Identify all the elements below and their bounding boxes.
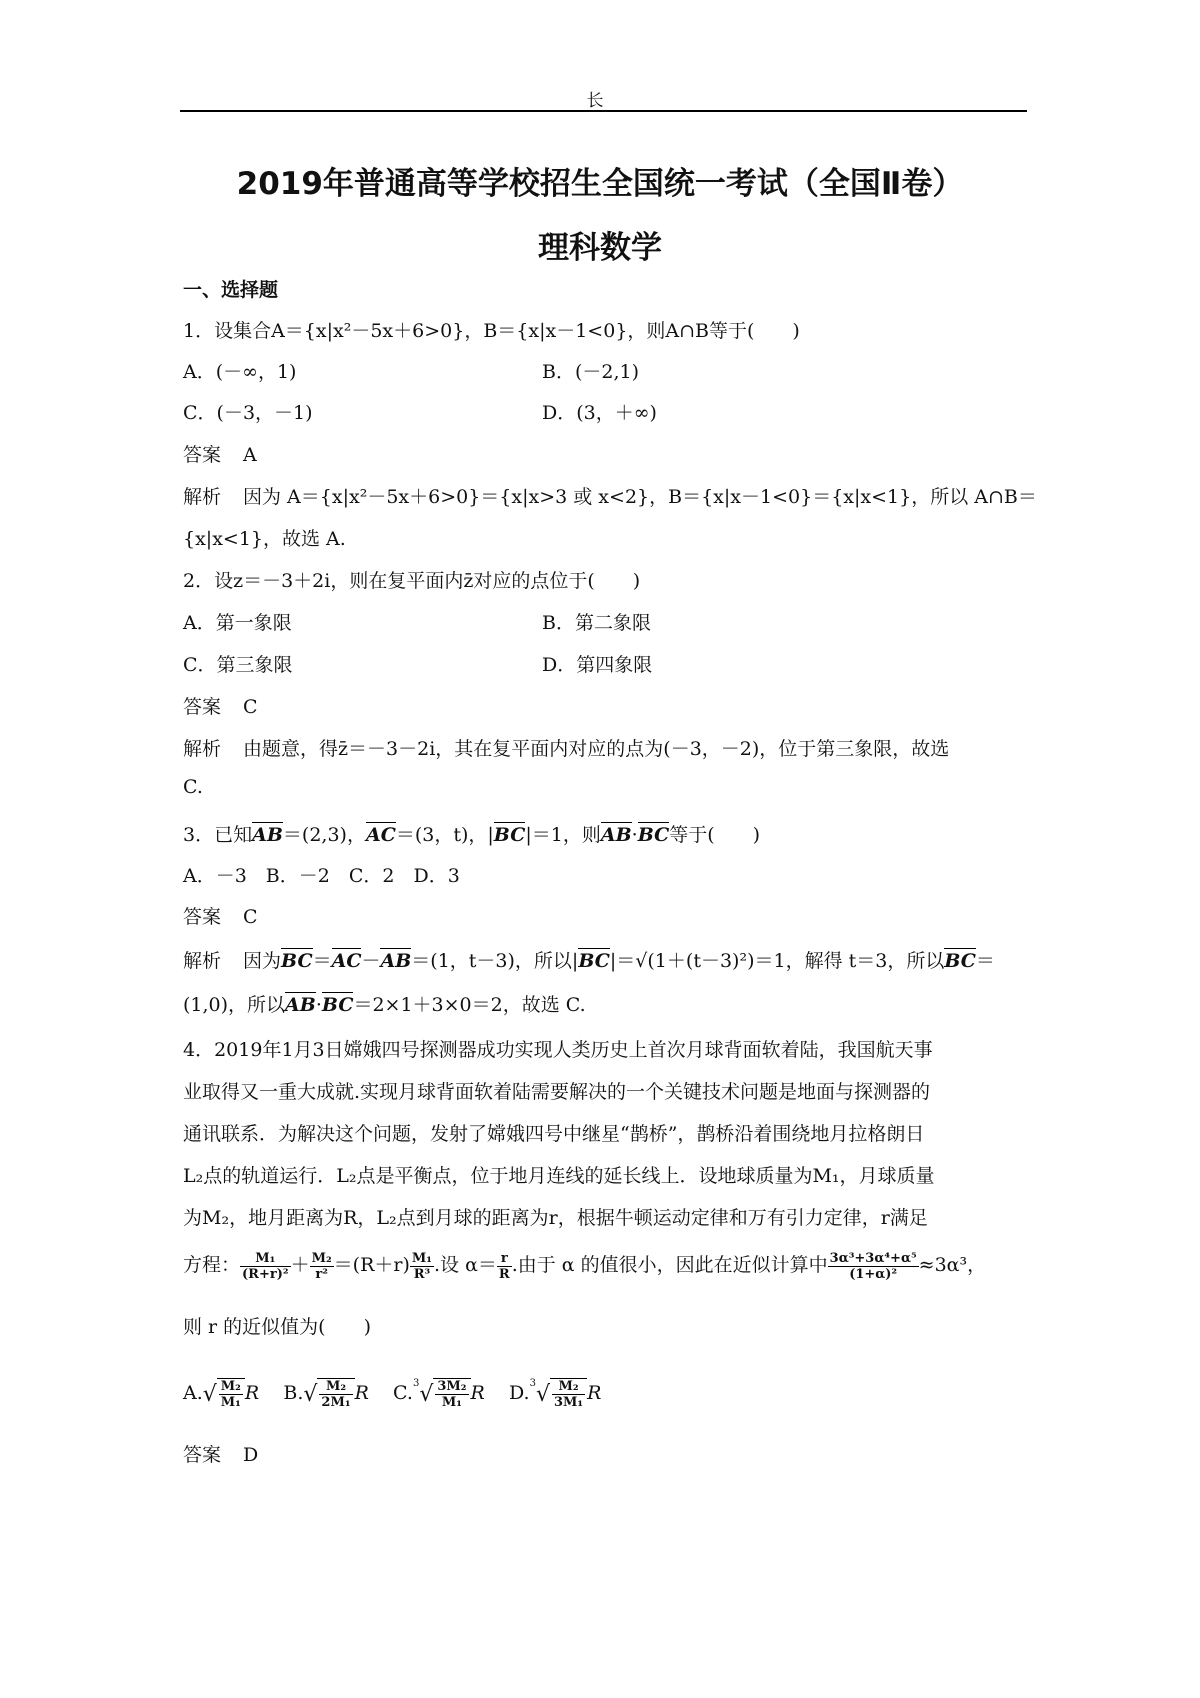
eq-mid: ＝(R＋r)	[333, 1254, 410, 1276]
vector-ab: AB	[252, 824, 283, 846]
exam-subtitle: 理科数学	[538, 230, 662, 266]
numerator: M₂	[319, 1379, 352, 1395]
vector-bc: BC	[321, 994, 354, 1016]
q3-analysis	[183, 946, 995, 973]
sqrt-icon: √	[303, 1381, 318, 1407]
q1-analysis-cont: {x|x<1}，故选 A.	[183, 528, 346, 550]
running-header: 长	[586, 91, 604, 111]
vector-ab: AB	[285, 994, 316, 1016]
exam-title: 2019年普通高等学校招生全国统一考试（全国Ⅱ卷）	[236, 166, 964, 202]
option-c-label: C.	[393, 1382, 413, 1404]
numerator: 3M₂	[437, 1379, 467, 1394]
numerator: M₂	[220, 1379, 241, 1394]
radicand	[433, 1378, 470, 1410]
option-a-label: A.	[183, 1382, 203, 1404]
var-r: R	[587, 1382, 602, 1404]
q4-line: 通讯联系．为解决这个问题，发射了嫦娥四号中继星“鹊桥”，鹊桥沿着围绕地月拉格朗日	[183, 1123, 925, 1145]
var-r: R	[354, 1382, 369, 1404]
q3-analysis-cont	[183, 990, 586, 1017]
fraction	[410, 1251, 434, 1282]
radicand	[550, 1378, 587, 1410]
q3-part: ＝(2,3)，	[282, 824, 366, 846]
q2-analysis-text: 由题意，得z̄＝－3－2i，其在复平面内对应的点为(－3，－2)，位于第三象限，故选	[243, 738, 950, 760]
q3-options: A．－3 B．－2 C．2 D．3	[183, 865, 460, 887]
q4-line: 4．2019年1月3日嫦娥四号探测器成功实现人类历史上首次月球背面软着陆，我国航天事	[183, 1039, 933, 1061]
q1-option-d: D．(3，＋∞)	[542, 402, 657, 424]
q2-stem: 2．设z＝－3＋2i，则在复平面内z̄对应的点位于( )	[183, 570, 641, 592]
answer-label: 答案	[183, 1444, 222, 1466]
q2-option-c: C．第三象限	[183, 654, 293, 676]
answer-label: 答案	[183, 906, 222, 928]
numerator: M₁	[240, 1251, 291, 1267]
q4-line: 为M₂，地月距离为R，L₂点到月球的距离为r，根据牛顿运动定律和万有引力定律，r满足	[183, 1207, 928, 1229]
eq-end: ≈3α³，	[918, 1254, 987, 1276]
fraction	[310, 1251, 334, 1282]
radicand	[317, 1378, 354, 1410]
q3-analysis-part: ＝2×1＋3×0＝2，故选 C.	[353, 994, 586, 1016]
vector-bc: BC	[578, 950, 610, 972]
q3-answer	[183, 902, 258, 929]
q2-answer-value: C	[243, 696, 258, 718]
q3-part: 等于( )	[669, 824, 761, 846]
fraction	[240, 1251, 291, 1282]
plus-sign: ＋	[290, 1254, 310, 1276]
var-r: R	[470, 1382, 485, 1404]
q4-answer-value: D	[243, 1444, 259, 1466]
numerator: M₁	[411, 1250, 432, 1266]
eq-tail: .由于 α 的值很小，因此在近似计算中	[511, 1254, 828, 1276]
analysis-label: 解析	[183, 950, 222, 972]
q1-stem: 1．设集合A＝{x|x²－5x＋6>0}，B＝{x|x－1<0}，则A∩B等于( )	[183, 320, 800, 342]
numerator: 3α³+3α⁴+α⁵	[829, 1250, 917, 1266]
vector-bc: BC	[493, 824, 526, 846]
vector-ac: AC	[365, 824, 396, 846]
q1-answer	[183, 440, 257, 467]
q1-option-c: C．(－3，－1)	[183, 402, 313, 424]
q2-option-b: B．第二象限	[542, 612, 651, 634]
answer-label: 答案	[183, 696, 222, 718]
q1-answer-value: A	[243, 444, 257, 466]
cube-root-icon: √	[535, 1381, 550, 1407]
q3-analysis-part: |＝√(1＋(t－3)²)＝1，解得 t＝3，所以	[609, 950, 945, 972]
root-index: 3	[529, 1378, 536, 1389]
q4-line: L₂点的轨道运行．L₂点是平衡点，位于地月连线的延长线上．设地球质量为M₁，月球质量	[183, 1165, 935, 1187]
var-r: R	[244, 1382, 260, 1404]
q2-answer	[183, 692, 258, 719]
section-heading: 一、选择题	[183, 279, 279, 301]
vector-ab: AB	[600, 824, 632, 846]
eq-prefix: 方程：	[183, 1254, 241, 1276]
dot-operator: ·	[315, 994, 322, 1016]
denominator: M₁	[441, 1395, 462, 1410]
header-rule	[180, 110, 1027, 112]
q3-part: |＝1，则	[525, 824, 601, 846]
analysis-label: 解析	[183, 738, 222, 760]
q3-analysis-part: 因为	[243, 950, 282, 972]
root-index: 3	[412, 1378, 420, 1389]
q3-num: 3．已知	[183, 824, 253, 846]
q3-analysis-part: (1,0)，所以	[183, 994, 286, 1016]
q3-analysis-part: ＝(1，t－3)，所以|	[411, 950, 579, 972]
q3-answer-value: C	[243, 906, 258, 928]
q3-analysis-part: ＝	[312, 950, 332, 972]
denominator: (R+r)²	[242, 1266, 289, 1282]
q1-analysis-text: 因为 A＝{x|x²－5x＋6>0}＝{x|x>3 或 x<2}，B＝{x|x－1<0}＝{x|x<1}，所以 A∩B＝	[243, 486, 1037, 508]
option-d-label: D.	[508, 1382, 530, 1404]
vector-bc: BC	[944, 950, 976, 972]
denominator: 2M₁	[321, 1395, 351, 1410]
q4-ask: 则 r 的近似值为( )	[183, 1316, 371, 1338]
vector-bc: BC	[281, 950, 313, 972]
q1-option-a: A．(－∞，1)	[183, 361, 297, 383]
numerator: M₂	[552, 1379, 585, 1395]
dot-operator: ·	[631, 824, 638, 846]
q1-analysis	[183, 482, 1037, 509]
denominator: r²	[315, 1266, 328, 1282]
fraction	[319, 1379, 352, 1410]
denominator: M₁	[220, 1395, 241, 1410]
denominator: 3M₁	[554, 1395, 584, 1410]
q3-analysis-part: ＝	[975, 950, 995, 972]
q3-stem	[183, 820, 760, 847]
radicand	[217, 1378, 245, 1410]
q1-option-b: B．(－2,1)	[542, 361, 640, 383]
q4-equation	[183, 1250, 986, 1282]
fraction	[219, 1379, 243, 1410]
denominator: R³	[413, 1266, 431, 1282]
cube-root-icon: √	[419, 1381, 434, 1407]
numerator: M₂	[311, 1250, 332, 1266]
vector-bc: BC	[637, 824, 670, 846]
option-b-label: B.	[283, 1382, 304, 1404]
q2-option-a: A．第一象限	[183, 612, 292, 634]
answer-label: 答案	[183, 444, 222, 466]
q4-line: 业取得又一重大成就.实现月球背面软着陆需要解决的一个关键技术问题是地面与探测器的	[183, 1081, 931, 1103]
denominator: (1+α)²	[849, 1266, 898, 1282]
q3-part: ＝(3，t)，|	[395, 824, 494, 846]
analysis-label: 解析	[183, 486, 222, 508]
q2-analysis-cont: C.	[183, 776, 203, 798]
vector-ab: AB	[380, 950, 412, 972]
q4-options	[183, 1378, 601, 1410]
fraction	[497, 1251, 512, 1282]
vector-ac: AC	[331, 950, 362, 972]
numerator: r	[497, 1251, 512, 1267]
fraction	[828, 1251, 919, 1282]
q3-analysis-part: －	[361, 950, 381, 972]
fraction	[435, 1379, 468, 1410]
sqrt-icon: √	[202, 1381, 217, 1407]
q2-analysis	[183, 734, 949, 761]
fraction	[552, 1379, 585, 1410]
q2-option-d: D．第四象限	[542, 654, 653, 676]
eq-set: .设 α＝	[433, 1254, 497, 1276]
q4-answer	[183, 1440, 258, 1467]
denominator: R	[498, 1266, 510, 1282]
